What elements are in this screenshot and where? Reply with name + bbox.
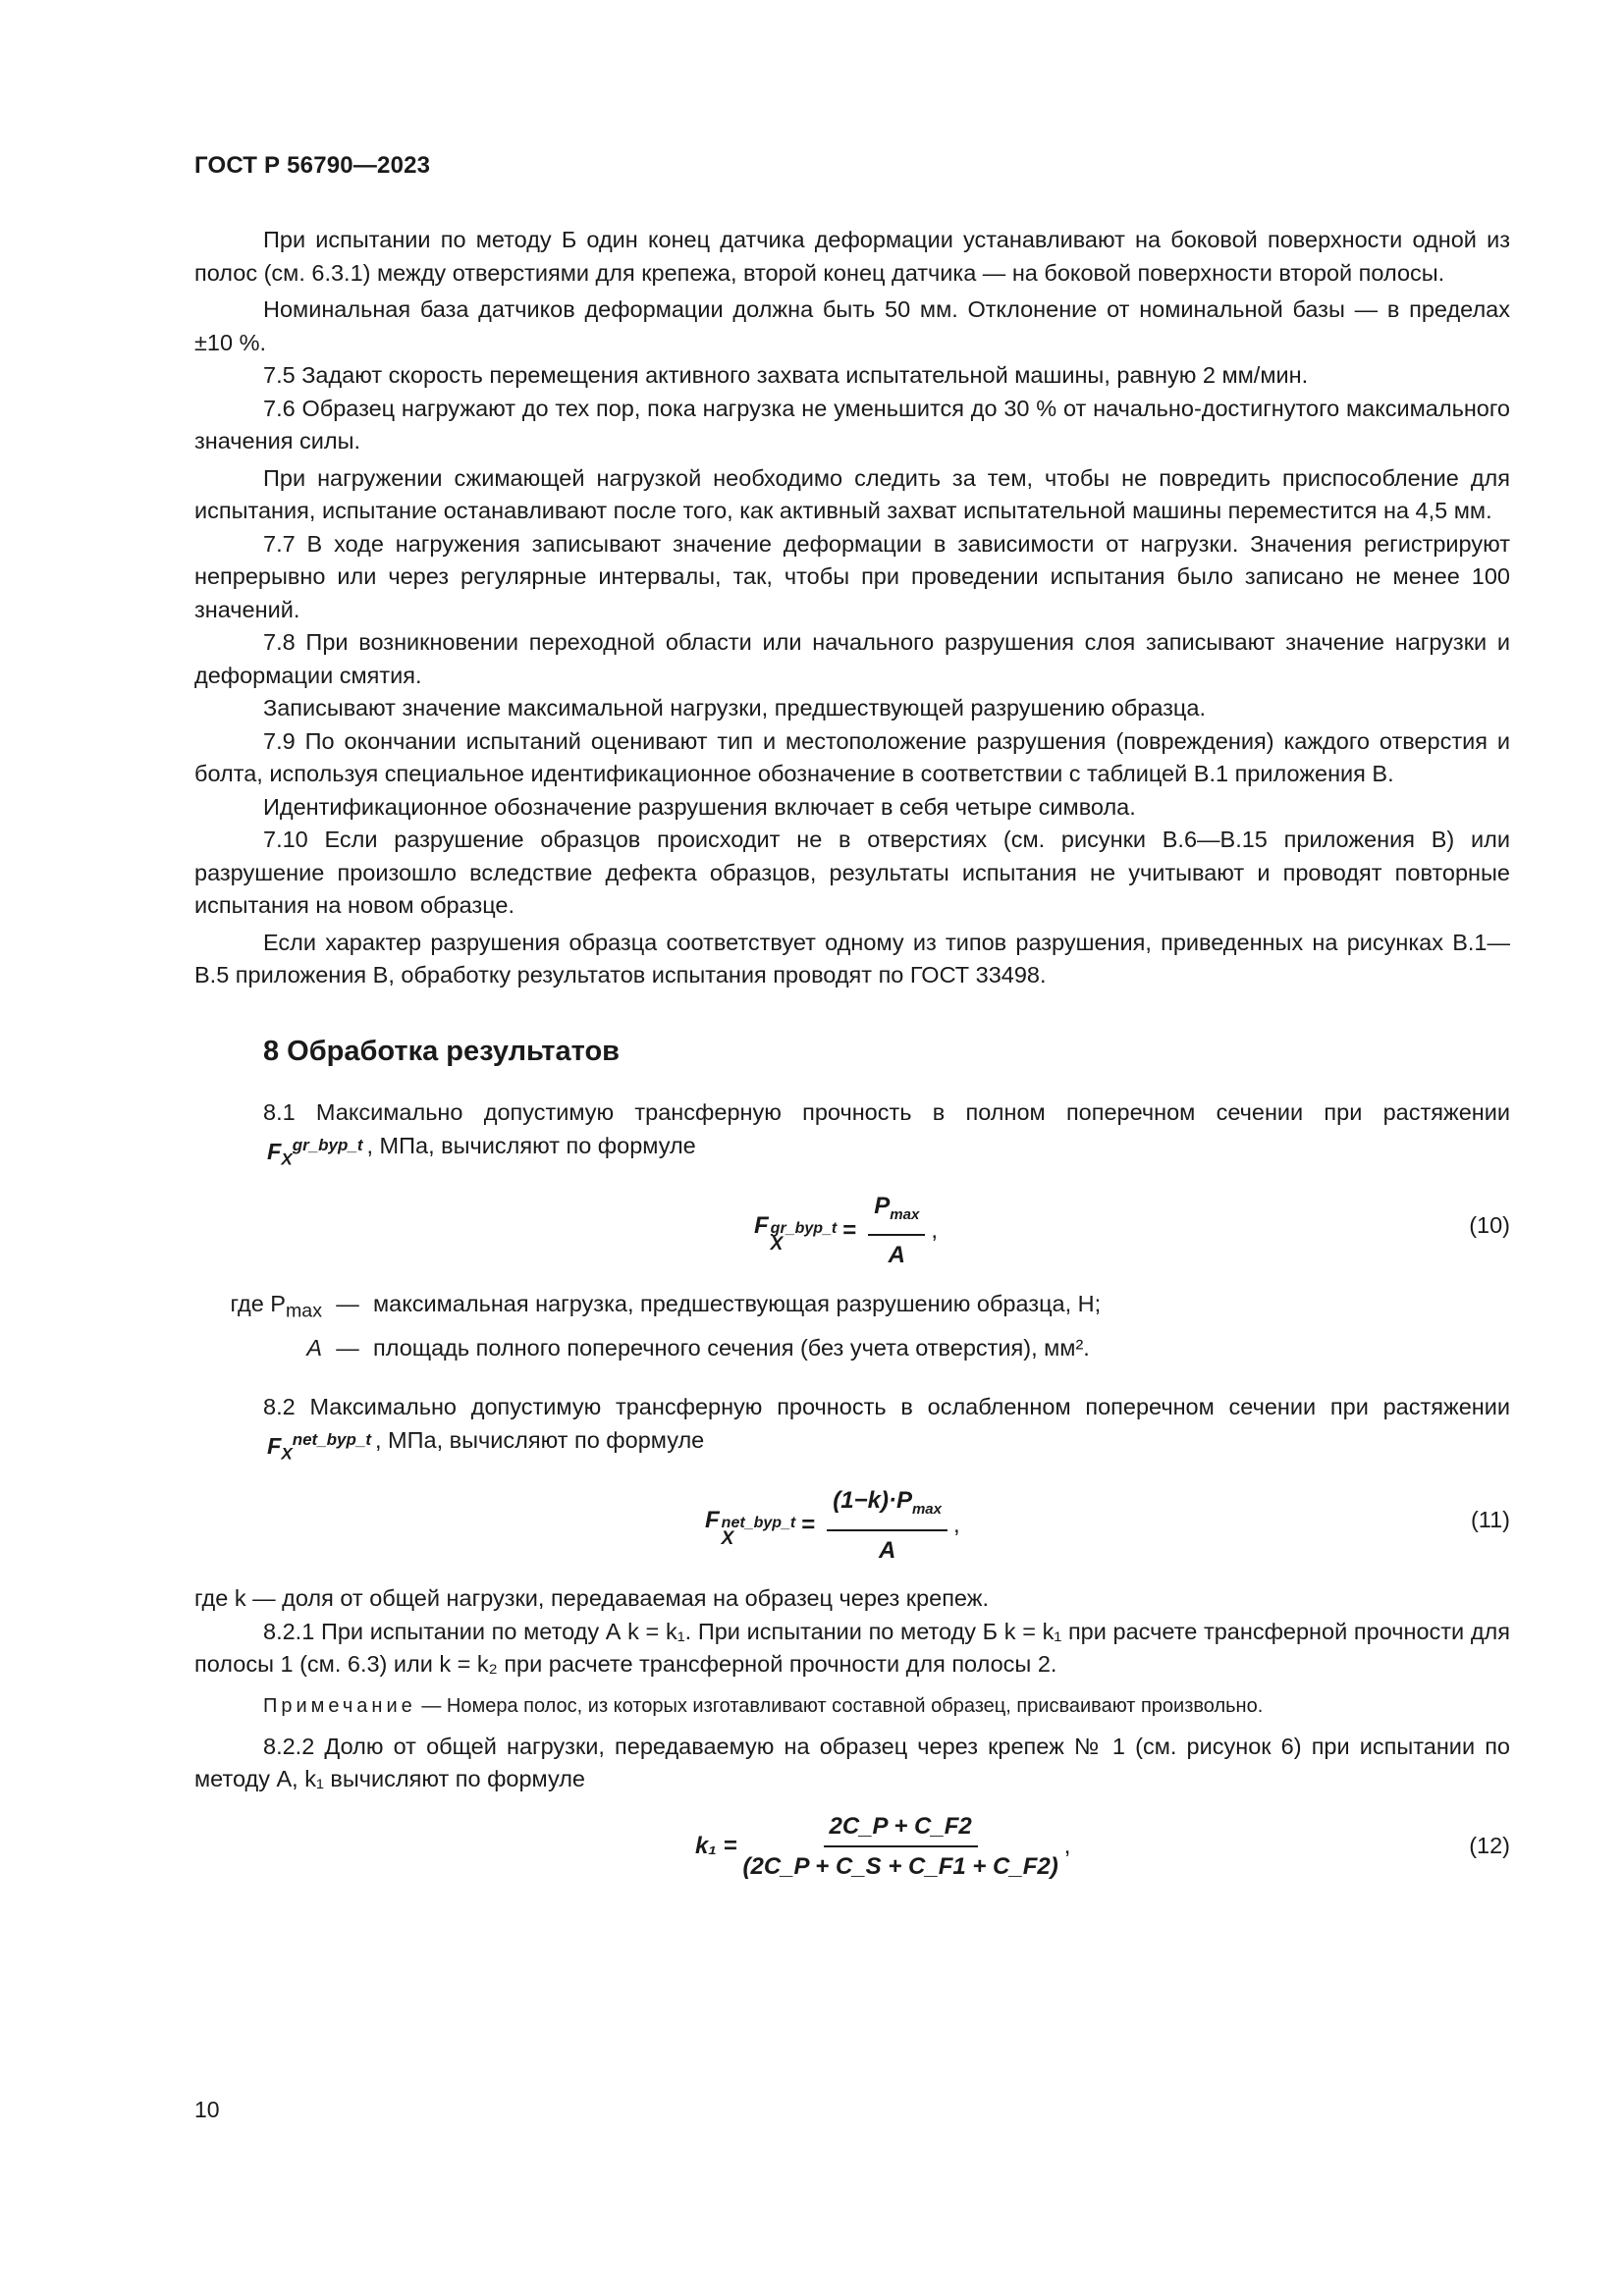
where-list: где $P_{max}$ — максимальная нагрузка, предшествующая разрушению образца, Н; A — площадь полного поперечного сечения (без учета отверстия), мм². — [194, 1288, 1510, 1365]
formula-11: F net_byp_t X = $\frac{(1-k)\cdot P_{max}}{A}$ , (11) — [194, 1480, 1510, 1571]
paragraph: где k — доля от общей нагрузки, передаваемая на образец через крепеж. — [194, 1585, 989, 1612]
paragraph: Записывают значение максимальной нагрузки, предшествующей разрушению образца. — [263, 695, 1206, 721]
equation-number: (11) — [1470, 1507, 1510, 1533]
paragraph: 7.7 В ходе нагружения записывают значение деформации в зависимости от нагрузки. Значения регистрируют непрерывно или через регулярные интервалы, так, чтобы при проведении испытания было записано не менее 100 значений. — [194, 530, 1510, 622]
paragraph: При нагружении сжимающей нагрузкой необходимо следить за тем, чтобы не повредить приспособление для испытания, испытание останавливают после того, как активный захват испытательной машины переместится на 4,5 мм. — [194, 464, 1510, 523]
section-title: 8 Обработка результатов — [263, 1035, 620, 1067]
paragraph: Если характер разрушения образца соответствует одному из типов разрушения, приведенных на рисунках В.1—В.5 приложения В, обработку результатов испытания проводят по ГОСТ 33498. — [194, 929, 1510, 988]
paragraph: 7.10 Если разрушение образцов происходит не в отверстиях (см. рисунки В.6—В.15 приложения В) или разрушение произошло вследствие дефекта образцов, результаты испытания не учитывают и проводят повторные испытания на новом образце. — [194, 827, 1510, 918]
page-number: 10 — [194, 2097, 220, 2122]
where-symbol: где $P_{max}$ — [230, 1291, 322, 1322]
page-content — [194, 224, 1510, 1908]
where-definition: площадь полного поперечного сечения (без учета отверстия), мм². — [373, 1335, 1090, 1362]
inline-formula-f-net: $F_X^{net\_byp\_t}$ — [267, 1430, 371, 1464]
paragraph: 7.5 Задают скорость перемещения активного захвата испытательной машины, равную 2 мм/мин. — [263, 362, 1309, 388]
note: Примечание — Номера полос, из которых изготавливают составной образец, присваивают произвольно. — [263, 1694, 1264, 1717]
formula-10: F gr_byp_t X = $\frac{P_{max}}{A}$ , (10) — [194, 1186, 1510, 1276]
inline-formula-f-gr: $F_X^{gr\_byp\_t}$ — [267, 1136, 363, 1169]
paragraph: При испытании по методу Б один конец датчика деформации устанавливают на боковой поверхности одной из полос (см. 6.3.1) между отверстиями для крепежа, второй конец датчика — на боковой поверхности второй полосы. — [194, 227, 1510, 286]
paragraph: 7.6 Образец нагружают до тех пор, пока нагрузка не уменьшится до 30 % от начально-достигнутого максимального значения силы. — [194, 395, 1510, 454]
paragraph: Номинальная база датчиков деформации должна быть 50 мм. Отклонение от номинальной базы — в пределах ±10 %. — [194, 296, 1510, 355]
where-definition: максимальная нагрузка, предшествующая разрушению образца, Н; — [373, 1291, 1102, 1317]
document-code-header: ГОСТ Р 56790—2023 — [194, 152, 431, 179]
equation-number: (10) — [1469, 1212, 1510, 1239]
paragraph: Идентификационное обозначение разрушения включает в себя четыре символа. — [263, 793, 1136, 820]
paragraph-8-2: 8.2 Максимально допустимую трансферную прочность в ослабленном поперечном сечении при растяженииF$_X^{net\_byp\_t}$ , МПа, вычисляют по формуле — [194, 1391, 1510, 1471]
paragraph: 7.8 При возникновении переходной области или начального разрушения слоя записывают значение нагрузки и деформации смятия. — [194, 629, 1510, 688]
equation-number: (12) — [1469, 1832, 1510, 1858]
paragraph: 7.9 По окончании испытаний оценивают тип и местоположение разрушения (повреждения) каждого отверстия и болта, используя специальное идентификационное обозначение в соответствии с таблицей В.1 приложения В. — [194, 727, 1510, 786]
paragraph-8-2-2: 8.2.2 Долю от общей нагрузки, передаваемую на образец через крепеж № 1 (см. рисунок 6) при испытании по методу А, k₁ вычисляют по формуле — [194, 1733, 1510, 1792]
formula-12: k₁ = $\frac{2C\_P + C\_F2}{(2C\_P + C\_S + C\_F1 + C\_F2)}$ , (12) — [194, 1806, 1510, 1896]
where-symbol: A — [306, 1335, 322, 1362]
paragraph-8-2-1: 8.2.1 При испытании по методу А k = k₁. При испытании по методу Б k = k₁ при расчете трансферной прочности для полосы 1 (см. 6.3) или k = k₂ при расчете трансферной прочности для полосы 2. — [194, 1618, 1510, 1678]
paragraph-8-1: 8.1 Максимально допустимую трансферную прочность в полном поперечном сечении при растяженииF$_X^{gr\_byp\_t}$ , МПа, вычисляют по формуле — [194, 1096, 1510, 1177]
